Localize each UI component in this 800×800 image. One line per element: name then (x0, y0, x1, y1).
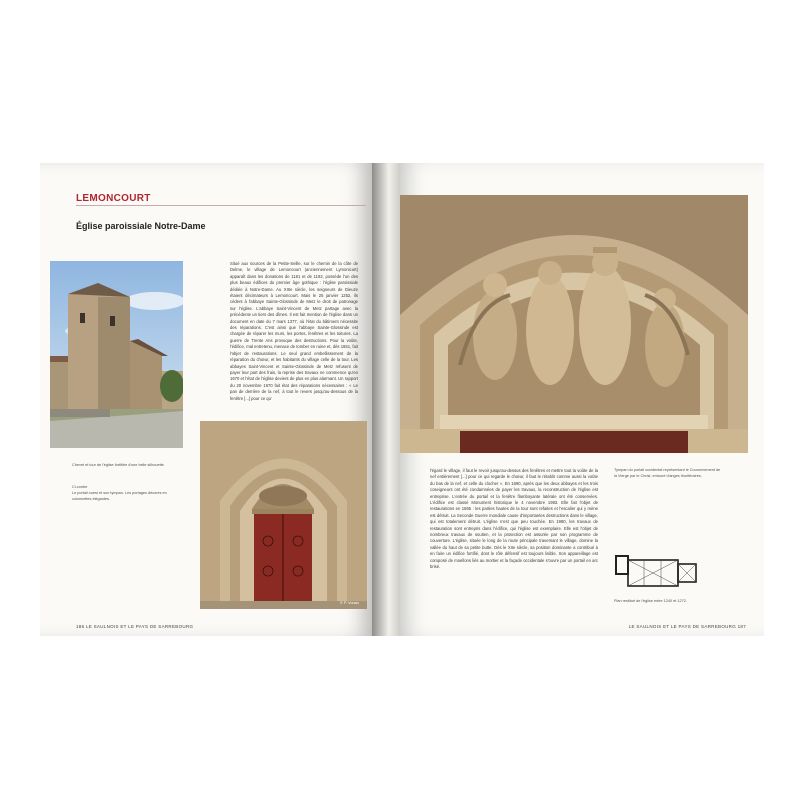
left-page (40, 163, 372, 636)
chapter-title: LEMONCOURT (76, 193, 151, 204)
church-subtitle: Église paroissiale Notre-Dame (76, 221, 206, 231)
church-exterior-photo (50, 261, 183, 448)
photo-caption-exterior: Chevet et tour de l'église fortifiée d'une belle silhouette. (72, 463, 165, 467)
church-portal-photo (200, 421, 367, 609)
photo-caption-portal: Ci-contre Le portail ouest et son tympan. Les portages décorés en colonnettes élégantes. (72, 485, 167, 501)
right-page (400, 163, 764, 636)
book-gutter (372, 163, 400, 636)
floor-plan-caption: Plan restitué de l'église entre 1240 et 1272. (614, 599, 687, 603)
chapter-rule (76, 205, 366, 206)
footer-left: 186 LE SAULNOIS ET LE PAYS DE SARREBOURG (76, 624, 194, 629)
body-text-left: Situé aux sources de la Petite-Seille, sur le chemin de la côte de Delme, le village de Lemoncourt (anciennement Lymonicurt) apparaît dans les donations de 1181 et de 1192, possède l'un des plus beaux édifices du premier âge gothique : l'église paroissiale dédiée à Notre-Dame. Au XIIIe siècle, les seigneurs de Dieuze étaient décimateurs à Lemoncourt. Mais le 25 janvier 1252, ils cèdent à l'abbaye Sainte-Glossinde de Metz le droit de patronage sur l'église. L'abbaye Saint-Vincent de Metz partage avec la précédente un tiers des dîmes. Il est fait mention de l'église dans un document en date du 7 mars 1377, où l'état du bâtiment nécessite des réparations. C'est ainsi que l'abbaye Sainte-Glossinde est chargée de réparer les murs, les portes, fenêtres et les toitures. La guerre de Trente Ans provoque des destructions. Pour la voûte, l'édifice, mal entretenu, menace de tomber en ruine et, dès 1651, fait l'objet de restaurations. Le seul grand embellissement de la réparation du chœur, et les habitants du village celle de la tour. Les abbayes Saint-Vincent et Sainte-Glossinde de Metz refusent de payer leur part des frais, la reprise des travaux ne commence qu'en 1670 et l'état de l'église devient de plus en plus alarmant. Un rapport du 20 novembre 1670 fait état des réparations nécessaires : « Le pan de derrière de la nef, à tout le revers jusqu'au-dessous de la fenêtre [...] pour ce qu' (230, 261, 358, 401)
footer-right: LE SAULNOIS ET LE PAYS DE SARREBOURG 187 (628, 624, 746, 629)
photo-credit: © P. Vonau (340, 601, 359, 605)
body-text-right: l'égard le village, il faut le revoir jusqu'au-dessus des fenêtres et mettre tout la voûte de la nef entièrement [...] pour ce qui regarde le chœur, il faut le rétablir comme aussi la voûte du bas de la nef, et celle du clocher ». En 1690, après que les deux abbayes et les trois coseigneurs ont été condamnées de payer les travaux, la reconstruction de l'église est entreprise. L'entrée du portail et la fenêtre flamboyante latérale ont été conservées. L'édifice est classé Monument historique le 4 novembre 1983. Elle fait l'objet de restaurations en 1865 : les parties hautes de la tour sont refaites et l'escalier qui y mène est détruit. La Seconde Guerre mondiale cause d'importantes destructions dans le village, qui est totalement détruit. L'église n'est que peu touchée. En 1980, les travaux de restauration sont entrepris dans l'édifice, qui l'église est exemplaire. Elle est l'objet de nombreux travaux de soutien, et la protection est assurée par son programme de couverture. L'église, située le long de la route principale traversant le village, domine la vallée du haut de sa petite butte. Dès le XIIe siècle, sa position dominante a contribué à en faire un édifice fortifié, dont le rôle défensif est toujours lisible. Son appareillage est composé de moellons liés au mortier et la façade occidentale s'ouvre par un portail en arc brisé. (430, 468, 598, 570)
tympanum-photo (400, 195, 748, 453)
book-spread (40, 163, 764, 636)
church-floor-plan (614, 550, 700, 594)
tympanum-caption: Tympan du portail occidental représentant le Couronnement de la Vierge par le Christ, entouré d'anges thuriféraires. (614, 468, 721, 478)
